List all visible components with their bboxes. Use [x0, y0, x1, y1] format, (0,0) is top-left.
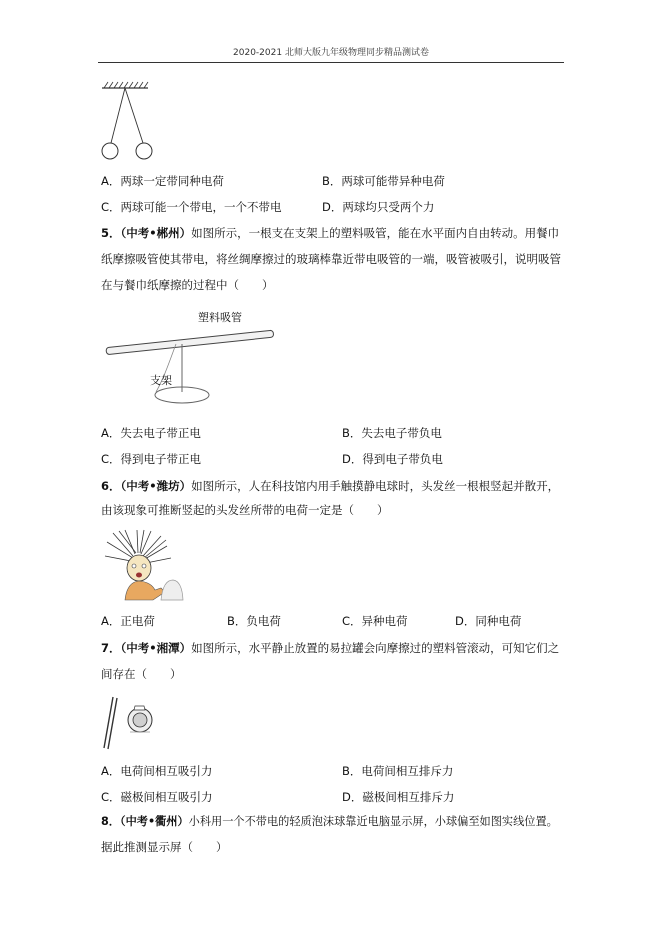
q7-line1: 7．（中考•湘潭）如图所示，水平静止放置的易拉罐会向摩擦过的塑料管滚动，可知它们之: [101, 641, 560, 655]
straw-label: 塑料吸管: [198, 311, 242, 324]
q8-line1: 8．（中考•衢州）小科用一个不带电的轻质泡沫球靠近电脑显示屏，小球偏至如图实线位置。: [101, 815, 558, 828]
q7-line2: 间存在（ ）: [101, 667, 182, 681]
q6-option-d: D．同种电荷: [455, 614, 522, 628]
q5-line1: 5．（中考•郴州）如图所示，一根支在支架上的塑料吸管，能在水平面内自由转动。用餐巾: [101, 226, 560, 240]
q6-line1: 6．（中考•潍坊）如图所示，人在科技馆内用手触摸静电球时，头发丝一根根竖起并散开，: [101, 479, 560, 493]
q5-line2: 纸摩擦吸管使其带电，将丝绸摩擦过的玻璃棒靠近带电吸管的一端，吸管被吸引，说明吸管: [101, 252, 561, 266]
q5-option-d: D．得到电子带负电: [342, 452, 443, 466]
q5-line3: 在与餐巾纸摩擦的过程中（ ）: [101, 278, 274, 292]
q6-option-c: C．异种电荷: [342, 614, 408, 628]
q7-option-d: D．磁极间相互排斥力: [342, 790, 455, 804]
q6-line2: 由该现象可推断竖起的头发丝所带的电荷一定是（ ）: [101, 503, 389, 517]
q5-option-a: A．失去电子带正电: [101, 426, 201, 440]
q6-option-b: B．负电荷: [227, 614, 281, 628]
q7-option-c: C．磁极间相互吸引力: [101, 790, 213, 804]
q4-option-c: C．两球可能一个带电，一个不带电: [101, 200, 282, 214]
q7-option-b: B．电荷间相互排斥力: [342, 764, 454, 778]
q4-option-b: B．两球可能带异种电荷: [322, 174, 445, 188]
straw-on-stand-figure: [104, 308, 279, 408]
q5-option-c: C．得到电子带正电: [101, 452, 202, 466]
q5-option-b: B．失去电子带负电: [342, 426, 442, 440]
q6-option-a: A．正电荷: [101, 614, 155, 628]
stand-label: 支架: [150, 374, 172, 387]
hanging-balls-figure: [96, 80, 166, 162]
q8-line2: 据此推测显示屏（ ）: [101, 840, 228, 854]
q7-option-a: A．电荷间相互吸引力: [101, 764, 213, 778]
can-and-tube-figure: [100, 694, 160, 752]
q4-option-a: A．两球一定带同种电荷: [101, 174, 224, 188]
static-ball-figure: [103, 530, 183, 600]
q4-option-d: D．两球均只受两个力: [322, 200, 435, 214]
page-header: 2020-2021 北师大版九年级物理同步精品测试卷: [233, 48, 429, 58]
header-rule: [98, 62, 564, 63]
